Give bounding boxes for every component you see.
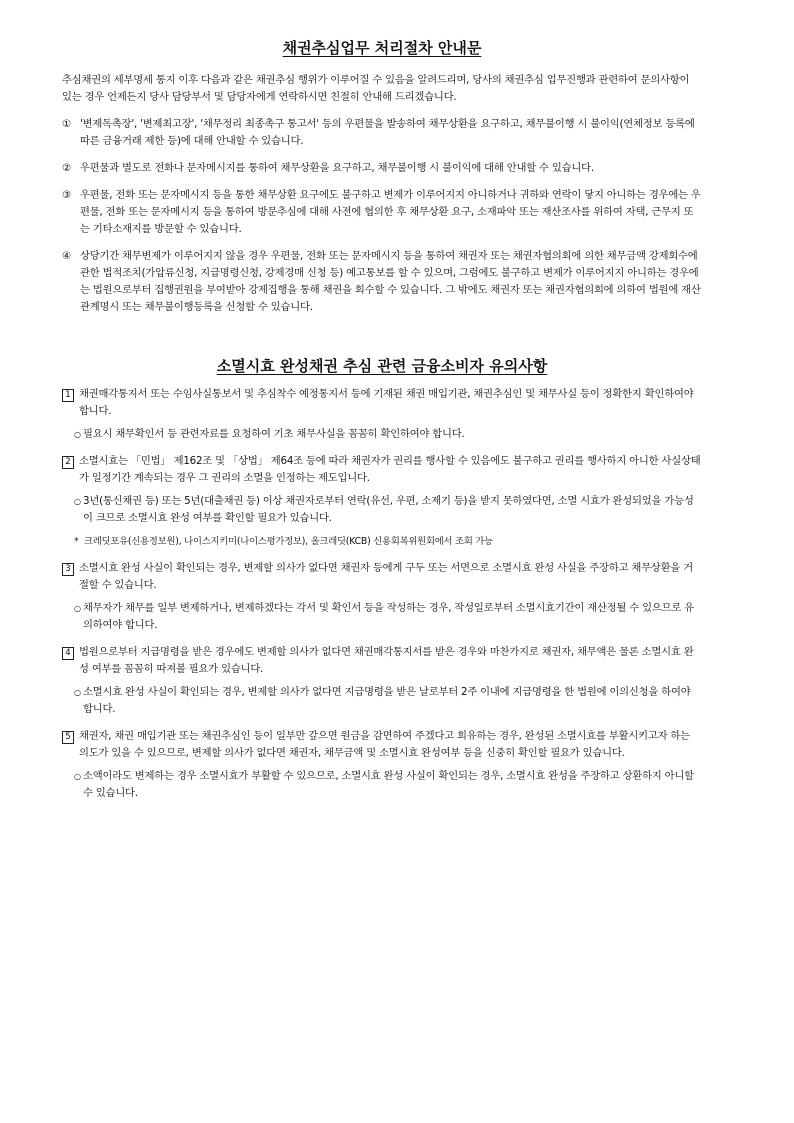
section-number-box: 5 [62,731,74,744]
item-number: ④ [62,250,72,262]
notice-section-5 [62,728,702,762]
section-number-box: 4 [62,647,74,660]
section-number-box: 2 [62,456,74,469]
bullet-circle: ○ [74,604,81,613]
section-text: 소멸시효는 「민법」 제162조 및 「상법」 제64조 등에 따라 채권자가 권리를 행사할 수 있음에도 불구하고 권리를 행사하지 아니한 사실상태가 일정기간 계속되는 경우 그 권리의 소멸을 인정하는 제도입니다. [79,455,701,484]
note-asterisk: * [74,536,79,547]
sub-text: 소멸시효 완성 사실이 확인되는 경우, 변제할 의사가 없다면 지급명령을 받은 날로부터 2주 이내에 지급명령을 한 법원에 이의신청을 하여야 합니다. [83,686,691,715]
notice-sub-1 [74,426,702,443]
notice-sub-3 [74,600,702,634]
bullet-circle: ○ [74,772,81,781]
procedure-item-1 [62,116,702,150]
item-number: ③ [62,189,72,201]
section-number-box: 3 [62,563,74,576]
item-text: '변제독촉장', '변제최고장', '채무정리 최종촉구 통고서' 등의 우편물을 발송하여 채무상환을 요구하고, 채무불이행 시 불이익(연체정보 등록에 따른 금융거래 제한 등)에 대해 안내할 수 있습니다. [80,118,695,147]
notice-section-4 [62,644,702,678]
sub-text: 소액이라도 변제하는 경우 소멸시효가 부활할 수 있으므로, 소멸시효 완성 사실이 확인되는 경우, 소멸시효 완성을 주장하고 상환하지 아니할 수 있습니다. [83,770,694,799]
notice-sub-2 [74,493,702,527]
procedure-item-2 [62,160,702,177]
title-collection-procedure: 채권추심업무 처리절차 안내문 [282,39,482,57]
notice-section-3 [62,560,702,594]
item-number: ① [62,118,72,130]
credit-lookup-note [74,533,702,550]
item-number: ② [62,162,72,174]
notice-sub-5 [74,768,702,802]
notice-sub-4 [74,684,702,718]
item-text: 상당기간 채무변제가 이루어지지 않을 경우 우편물, 전화 또는 문자메시지 등을 통하여 채권자 또는 채권자협의회에 의한 채무금액 강제회수에 관한 법적조치(가압류신청, 지급명령신청, 강제경매 신청 등) 예고통보를 할 수 있으며, 그럼에도 불구하고 변제가 이루어지지 아니하는 경우에는 법원으로부터 집행권원을 부여받아 강제집행을 통해 채권을 회수할 수 있습니다. 그 밖에도 채권자 또는 채권자협의회에 의하여 법원에 재산관계명시 또는 채무불이행등록을 신청할 수 있습니다. [80,250,701,313]
title-consumer-notice: 소멸시효 완성채권 추심 관련 금융소비자 유의사항 [216,357,548,375]
section-text: 채권매각통지서 또는 수임사실통보서 및 추심착수 예정통지서 등에 기재된 채권 매입기관, 채권추심인 및 채무사실 등이 정확한지 확인하여야 합니다. [79,388,694,417]
notice-section-2 [62,453,702,487]
section-text: 법원으로부터 지급명령을 받은 경우에도 변제할 의사가 없다면 채권매각통지서를 받은 경우와 마찬가지로 채권자, 채무액은 물론 소멸시효 완성 여부를 꼼꼼히 따져볼 필요가 있습니다. [79,646,694,675]
sub-text: 3년(통신채권 등) 또는 5년(대출채권 등) 이상 채권자로부터 연락(유선, 우편, 소제기 등)을 받지 못하였다면, 소멸 시효가 완성되었을 가능성이 크므로 소멸시효 완성 여부를 확인할 필요가 있습니다. [83,495,694,524]
section-text: 채권자, 채권 매입기관 또는 채권추심인 등이 일부만 갚으면 원금을 감면하여 주겠다고 회유하는 경우, 완성된 소멸시효를 부활시키고자 하는 의도가 있을 수 있으므로, 변제할 의사가 없다면 채권자, 채무금액 및 소멸시효 완성여부 등을 신중히 확인할 필요가 있습니다. [79,730,690,759]
item-text: 우편물과 별도로 전화나 문자메시지를 통하여 채무상환을 요구하고, 채무불이행 시 불이익에 대해 안내할 수 있습니다. [80,162,594,174]
section-number-box: 1 [62,389,74,402]
bullet-circle: ○ [74,497,81,506]
notice-section-1 [62,386,702,420]
sub-text: 채무자가 채무를 일부 변제하거나, 변제하겠다는 각서 및 확인서 등을 작성하는 경우, 작성일로부터 소멸시효기간이 재산정될 수 있으므로 유의하여야 합니다. [83,602,694,631]
section-text: 소멸시효 완성 사실이 확인되는 경우, 변제할 의사가 없다면 채권자 등에게 구두 또는 서면으로 소멸시효 완성 사실을 주장하고 채무상환을 거절할 수 있습니다. [79,562,693,591]
note-text: 크레딧포유(신용정보원), 나이스지키미(나이스평가정보), 올크레딧(KCB) 신용회복위원회에서 조회 가능 [84,536,493,547]
bullet-circle: ○ [74,688,81,697]
intro-paragraph: 추심채권의 세부명세 통지 이후 다음과 같은 채권추심 행위가 이루어질 수 있음을 알려드리며, 당사의 채권추심 업무진행과 관련하여 문의사항이 있는 경우 언제든지 당사 담당부서 및 담당자에게 연락하시면 친절히 안내해 드리겠습니다. [62,74,690,103]
bullet-circle: ○ [74,430,81,439]
sub-text: 필요시 채무확인서 등 관련자료를 요청하여 기초 채무사실을 꼼꼼히 확인하여야 합니다. [83,428,465,440]
procedure-item-3 [62,187,702,238]
procedure-item-4 [62,248,702,316]
item-text: 우편물, 전화 또는 문자메시지 등을 통한 채무상환 요구에도 불구하고 변제가 이루어지지 아니하거나 귀하와 연락이 닿지 아니하는 경우에는 우편물, 전화 또는 문자메시지 등을 통하여 방문추심에 대해 사전에 협의한 후 채무상환 요구, 소재파악 또는 재산조사를 위하여 자택, 근무지 또는 기타소재지를 방문할 수 있습니다. [80,189,701,235]
